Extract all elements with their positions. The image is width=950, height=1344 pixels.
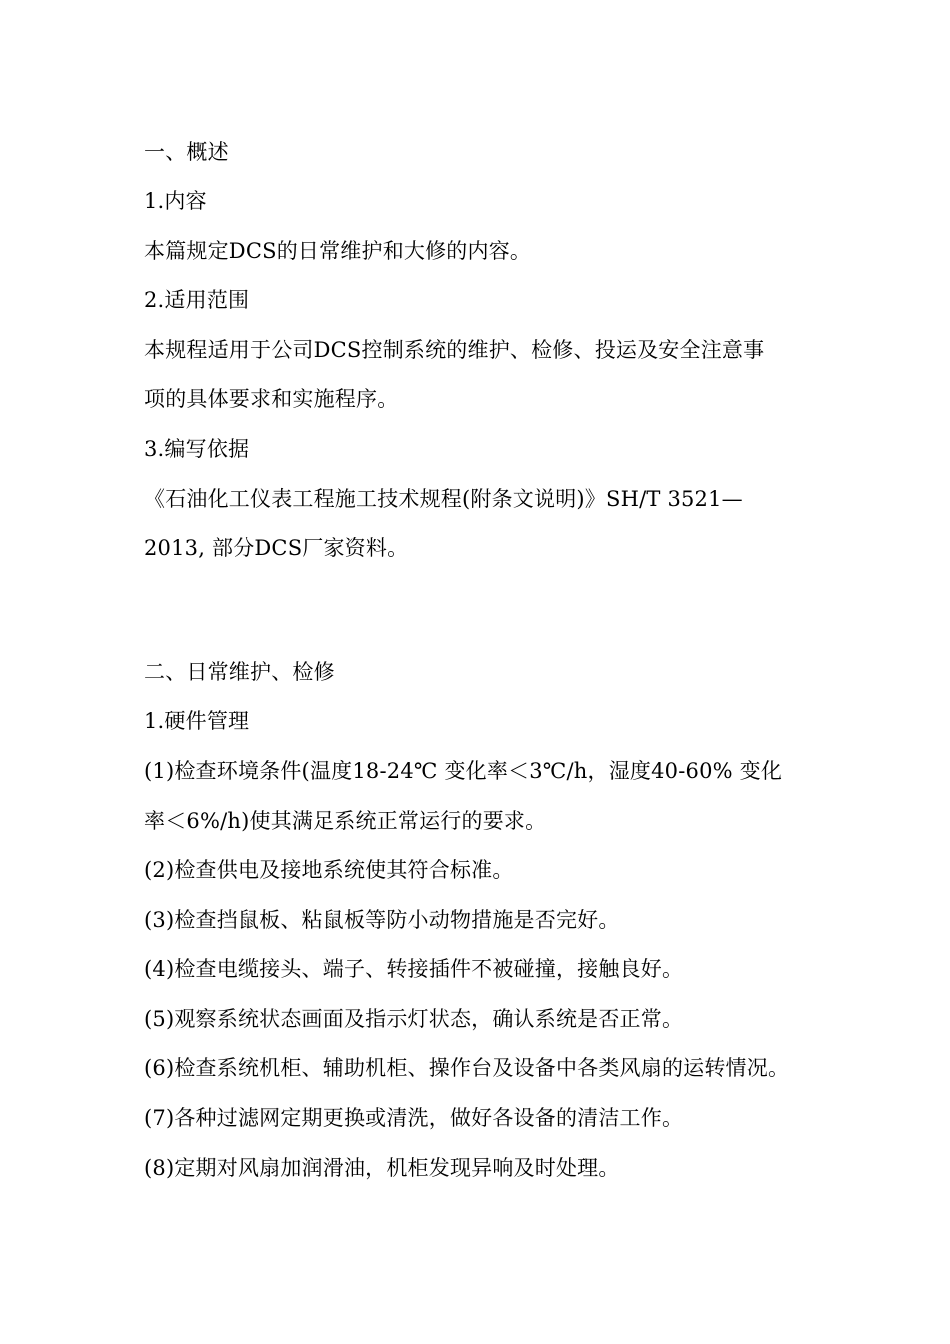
section1-item3-text-line1: 《石油化工仪表工程施工技术规程(附条文说明)》SH/T 3521— xyxy=(144,487,743,511)
section1-item3-text-line2: 2013, 部分DCS厂家资料。 xyxy=(144,536,409,560)
section2-item1-title: 1.硬件管理 xyxy=(144,709,250,733)
point6: (6)检查系统机柜、辅助机柜、操作台及设备中各类风扇的运转情况。 xyxy=(144,1056,790,1080)
point3: (3)检查挡鼠板、粘鼠板等防小动物措施是否完好。 xyxy=(144,908,620,932)
point1-line2: 率＜6%/h)使其满足系统正常运行的要求。 xyxy=(144,809,547,833)
section1-item1-title: 1.内容 xyxy=(144,189,207,213)
section1-item2-text-line1: 本规程适用于公司DCS控制系统的维护、检修、投运及安全注意事 xyxy=(144,338,765,362)
section1-item2-title: 2.适用范围 xyxy=(144,288,250,312)
section2-heading: 二、日常维护、检修 xyxy=(144,660,335,684)
point5: (5)观察系统状态画面及指示灯状态，确认系统是否正常。 xyxy=(144,1007,684,1031)
section1-item1-text: 本篇规定DCS的日常维护和大修的内容。 xyxy=(144,239,532,263)
section1-heading: 一、概述 xyxy=(144,140,229,164)
point2: (2)检查供电及接地系统使其符合标准。 xyxy=(144,858,514,882)
point8: (8)定期对风扇加润滑油，机柜发现异响及时处理。 xyxy=(144,1156,620,1180)
point4: (4)检查电缆接头、端子、转接插件不被碰撞，接触良好。 xyxy=(144,957,684,981)
section1-item3-title: 3.编写依据 xyxy=(144,437,250,461)
section1-item2-text-line2: 项的具体要求和实施程序。 xyxy=(144,387,399,411)
point7: (7)各种过滤网定期更换或清洗，做好各设备的清洁工作。 xyxy=(144,1106,684,1130)
point1-line1: (1)检查环境条件(温度18-24℃ 变化率＜3℃/h，湿度40-60% 变化 xyxy=(144,759,783,783)
